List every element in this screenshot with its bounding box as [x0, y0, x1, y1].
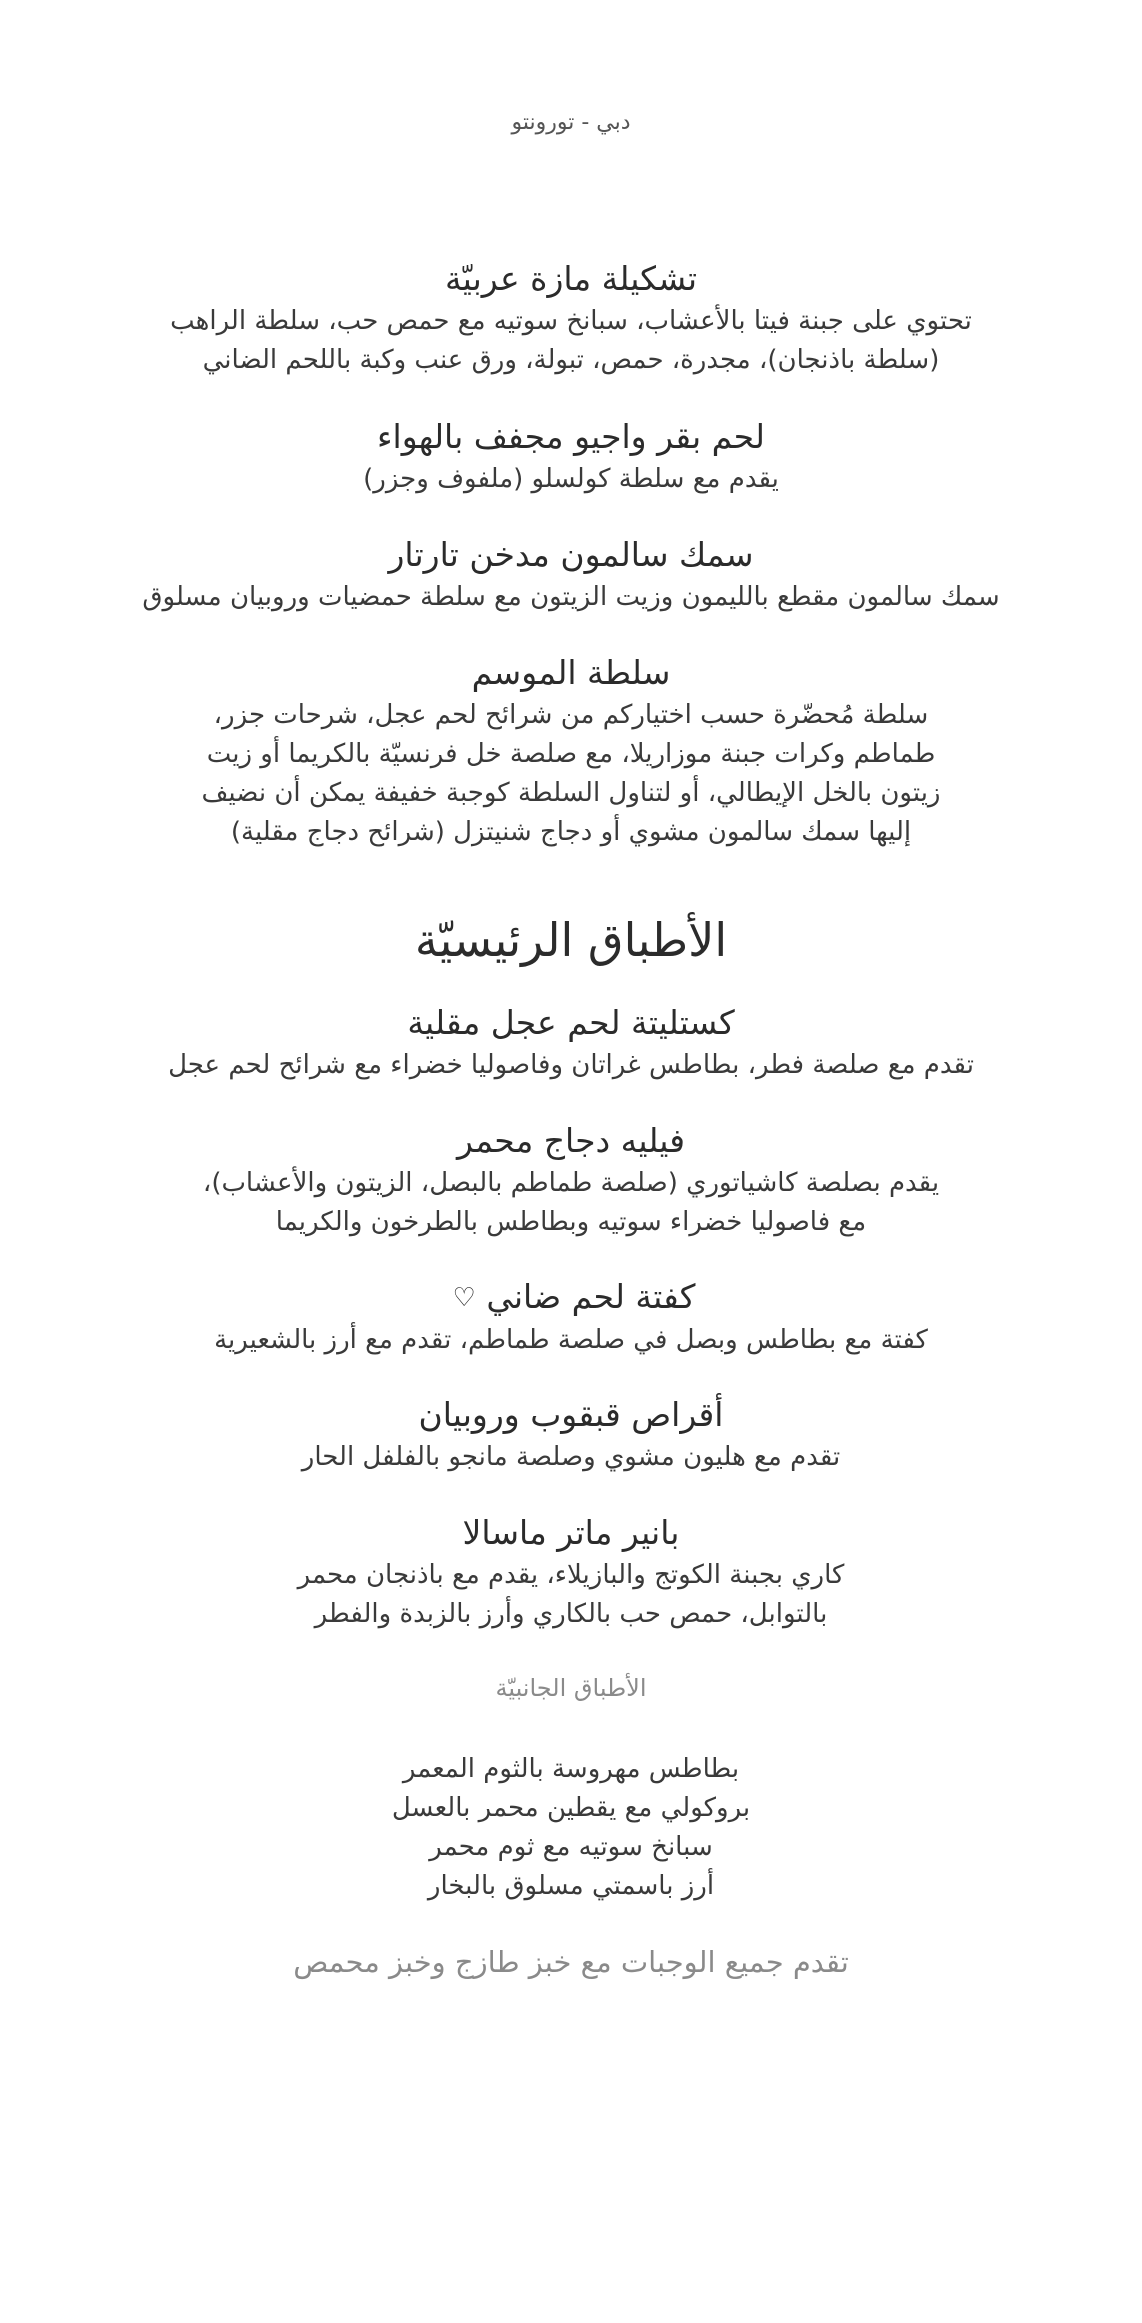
mains-section-title: الأطباق الرئيسيّة — [414, 913, 728, 967]
dish-description — [60, 696, 1082, 852]
dish-wagyu-bresaola — [60, 416, 1082, 499]
dish-description — [60, 578, 1082, 617]
dish-name: فيليه دجاج محمر — [456, 1121, 685, 1160]
dish-name: تشكيلة مازة عربيّة — [444, 259, 698, 298]
bread-note: تقدم جميع الوجبات مع خبز طازج وخبز محمص — [293, 1945, 849, 1979]
dish-description-line: كفتة مع بطاطس وبصل في صلصة طماطم، تقدم مع أرز بالشعيرية — [214, 1325, 928, 1355]
dish-description-line: تحتوي على جبنة فيتا بالأعشاب، سبانخ سوتيه مع حمص حب، سلطة الراهب — [170, 306, 972, 336]
dish-description — [60, 302, 1082, 380]
dish-mezze-platter — [60, 258, 1082, 380]
dish-description-line: مع فاصوليا خضراء سوتيه وبطاطس بالطرخون والكريما — [275, 1207, 867, 1237]
dish-name: بانير ماتر ماسالا — [462, 1513, 680, 1552]
heart-icon: ♡ — [452, 1283, 476, 1313]
dish-description — [60, 460, 1082, 499]
dish-seasonal-salad — [60, 652, 1082, 852]
dish-name: سلطة الموسم — [471, 653, 671, 692]
dish-name: كستليتة لحم عجل مقلية — [407, 1003, 735, 1042]
dish-veal-schnitzel — [60, 1002, 1082, 1085]
side-item: بروكولي مع يقطين محمر بالعسل — [391, 1793, 751, 1823]
dish-crab-shrimp-cakes — [60, 1394, 1082, 1477]
dish-description-line: بالتوابل، حمص حب بالكاري وأرز بالزبدة والفطر — [314, 1599, 828, 1629]
dish-description-line: (سلطة باذنجان)، مجدرة، حمص، تبولة، ورق عنب وكبة باللحم الضاني — [202, 345, 940, 375]
dish-description-line: يقدم مع سلطة كولسلو (ملفوف وجزر) — [363, 464, 779, 494]
side-item: أرز باسمتي مسلوق بالبخار — [427, 1871, 715, 1901]
dish-description-line: إليها سمك سالمون مشوي أو دجاج شنيتزل (شرائح دجاج مقلية) — [230, 817, 912, 847]
dish-description — [60, 1164, 1082, 1242]
dish-name: سمك سالمون مدخن تارتار — [388, 535, 754, 574]
dish-description-line: تقدم مع صلصة فطر، بطاطس غراتان وفاصوليا خضراء مع شرائح لحم عجل — [168, 1050, 974, 1080]
dish-description — [60, 1046, 1082, 1085]
dish-description-line: كاري بجبنة الكوتج والبازيلاء، يقدم مع باذنجان محمر — [297, 1560, 845, 1590]
dish-description-line: سمك سالمون مقطع بالليمون وزيت الزيتون مع سلطة حمضيات وروبيان مسلوق — [142, 582, 1000, 612]
dish-paneer-matar-masala — [60, 1512, 1082, 1634]
dish-name: لحم بقر واجيو مجفف بالهواء — [377, 417, 765, 456]
dish-salmon-tartare — [60, 534, 1082, 617]
sides-list — [0, 1750, 1142, 1906]
side-item: سبانخ سوتيه مع ثوم محمر — [429, 1832, 713, 1862]
dish-roast-chicken-fillet — [60, 1120, 1082, 1242]
dish-name — [60, 1276, 1082, 1319]
side-item: بطاطس مهروسة بالثوم المعمر — [402, 1754, 740, 1784]
dish-description-line: تقدم مع هليون مشوي وصلصة مانجو بالفلفل الحار — [301, 1442, 841, 1472]
dish-lamb-kofta — [60, 1276, 1082, 1360]
dish-description-line: طماطم وكرات جبنة موزاريلا، مع صلصة خل فرنسيّة بالكريما أو زيت — [206, 739, 936, 769]
route-label: دبي - تورونتو — [511, 110, 631, 135]
dish-description-line: زيتون بالخل الإيطالي، أو لتناول السلطة كوجبة خفيفة يمكن أن نضيف — [201, 778, 941, 808]
dish-description-line: يقدم بصلصة كاشياتوري (صلصة طماطم بالبصل، الزيتون والأعشاب)، — [202, 1168, 940, 1198]
dish-name-text: كفتة لحم ضاني — [486, 1277, 696, 1316]
dish-description — [60, 1438, 1082, 1477]
dish-description-line: سلطة مُحضّرة حسب اختياركم من شرائح لحم عجل، شرحات جزر، — [213, 700, 929, 730]
dish-name: أقراص قبقوب وروبيان — [418, 1395, 724, 1434]
sides-section-title: الأطباق الجانبيّة — [495, 1674, 647, 1702]
dish-description — [60, 1556, 1082, 1634]
dish-description — [60, 1321, 1082, 1360]
